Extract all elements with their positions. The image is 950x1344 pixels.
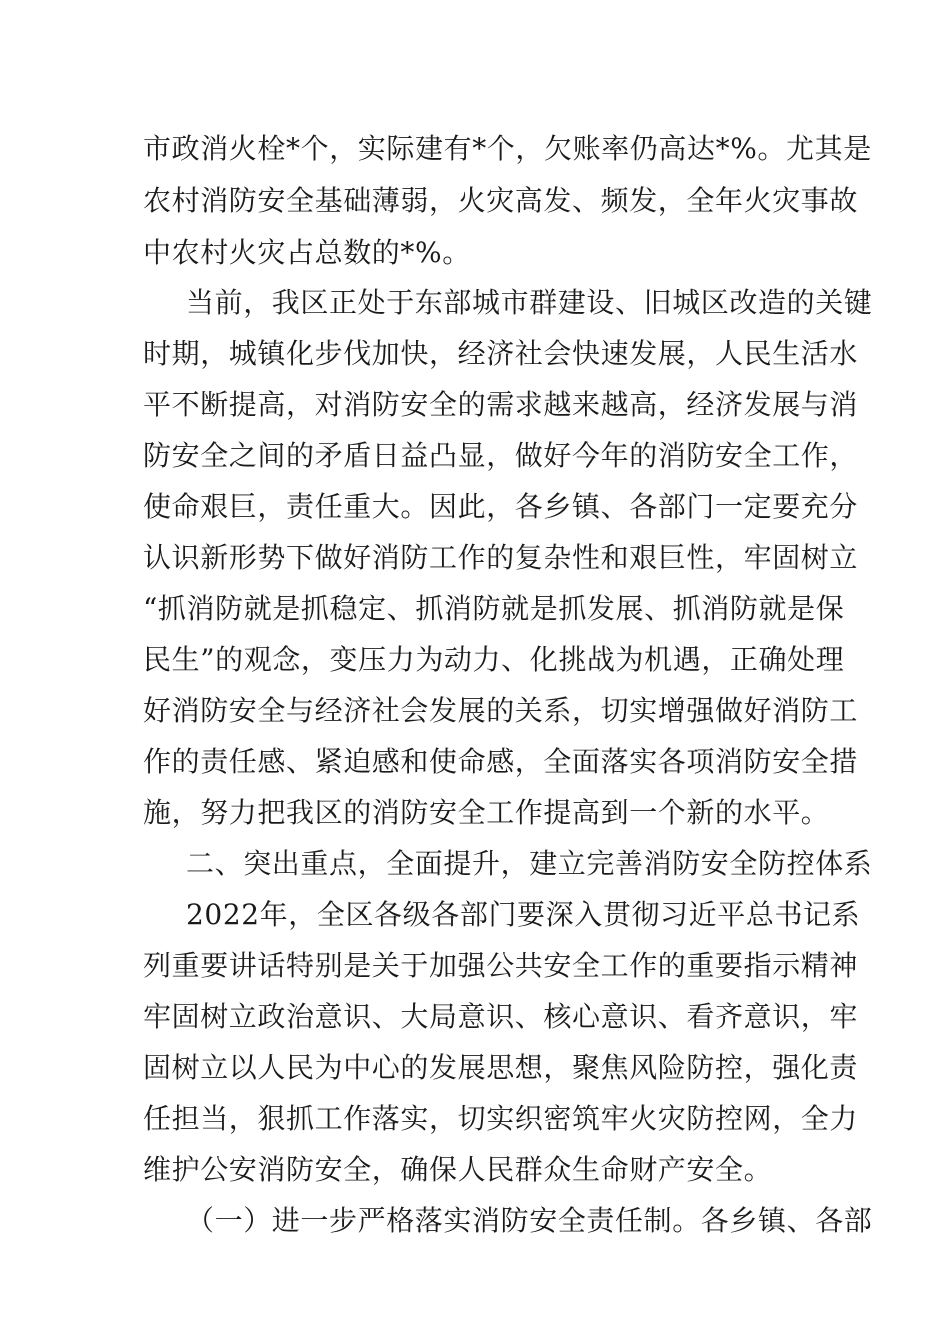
paragraph-line: 牢固树立政治意识、大局意识、核心意识、看齐意识，牢: [143, 1000, 859, 1033]
paragraph-line: “抓消防就是抓稳定、抓消防就是抓发展、抓消防就是保: [143, 592, 845, 625]
paragraph-line: 任担当，狠抓工作落实，切实织密筑牢火灾防控网，全力: [143, 1102, 859, 1135]
section-heading: 二、突出重点，全面提升，建立完善消防安全防控体系: [186, 847, 873, 880]
paragraph-line: 施，努力把我区的消防安全工作提高到一个新的水平。: [143, 796, 830, 829]
paragraph-line: 时期，城镇化步伐加快，经济社会快速发展，人民生活水: [143, 337, 859, 370]
paragraph-line: 中农村火灾占总数的*%。: [143, 236, 471, 269]
paragraph-line: 认识新形势下做好消防工作的复杂性和艰巨性，牢固树立: [143, 541, 859, 574]
paragraph-line: 固树立以人民为中心的发展思想，聚焦风险防控，强化责: [143, 1051, 859, 1084]
paragraph-line: 列重要讲话特别是关于加强公共安全工作的重要指示精神: [143, 949, 859, 982]
paragraph-line: 防安全之间的矛盾日益凸显，做好今年的消防安全工作，: [143, 439, 859, 472]
paragraph-line: 使命艰巨，责任重大。因此，各乡镇、各部门一定要充分: [143, 490, 859, 523]
paragraph-line: 民生”的观念，变压力为动力、化挑战为机遇，正确处理: [143, 643, 845, 676]
paragraph-line: 市政消火栓*个，实际建有*个，欠账率仍高达*%。尤其是: [143, 132, 872, 165]
paragraph-line: 作的责任感、紧迫感和使命感，全面落实各项消防安全措: [143, 745, 859, 778]
paragraph-line: 维护公安消防安全，确保人民群众生命财产安全。: [143, 1153, 773, 1186]
paragraph-line: 好消防安全与经济社会发展的关系，切实增强做好消防工: [143, 694, 859, 727]
paragraph-line: 平不断提高，对消防安全的需求越来越高，经济发展与消: [143, 388, 859, 421]
subsection-line: （一）进一步严格落实消防安全责任制。各乡镇、各部: [186, 1204, 873, 1237]
paragraph-line: 2022年，全区各级各部门要深入贯彻习近平总书记系: [186, 898, 861, 931]
paragraph-line: 农村消防安全基础薄弱，火灾高发、频发，全年火灾事故: [143, 184, 859, 217]
paragraph-line: 当前，我区正处于东部城市群建设、旧城区改造的关键: [186, 286, 873, 319]
